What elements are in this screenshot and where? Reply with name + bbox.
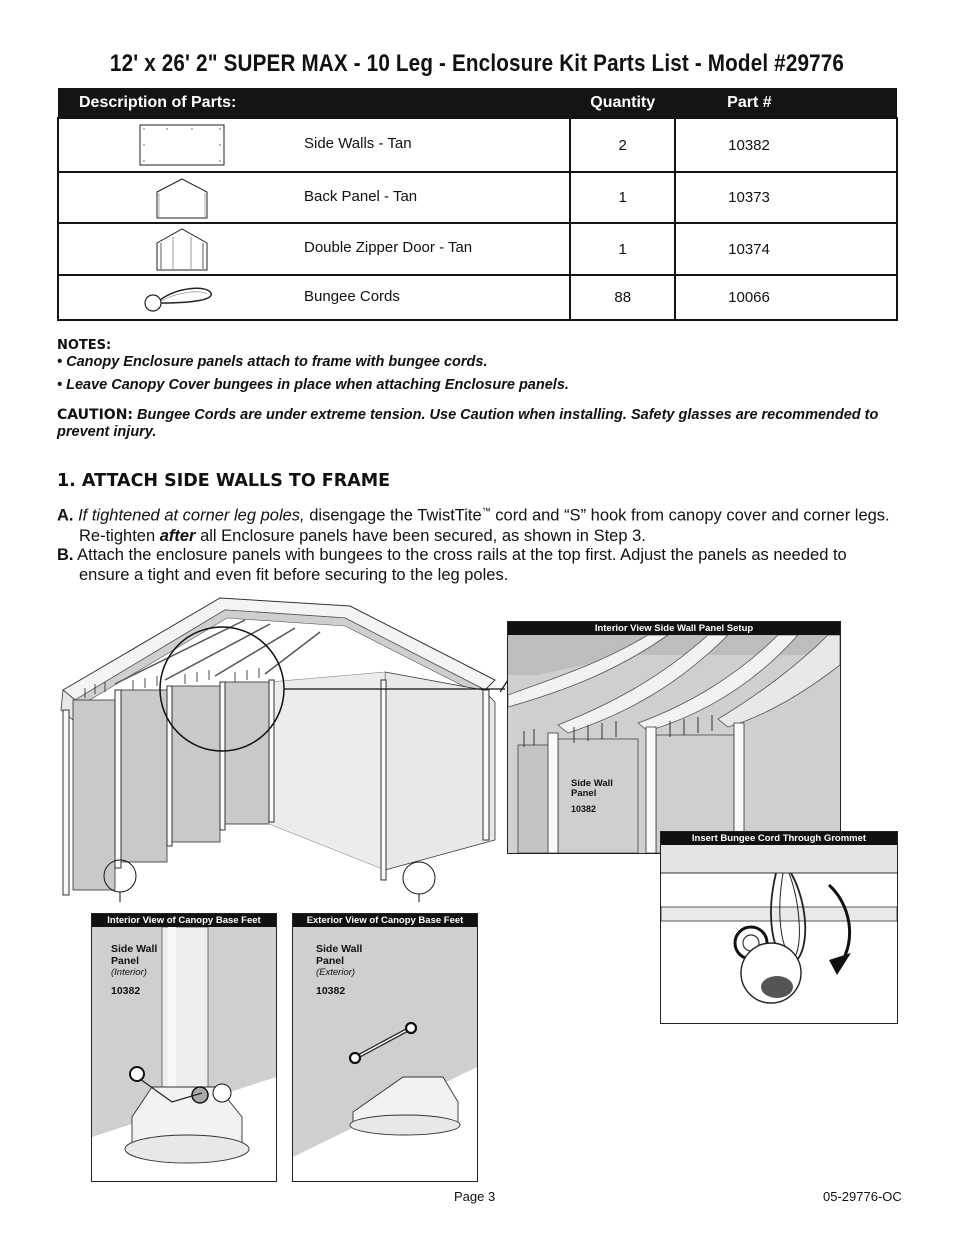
interior-side-illustration (508, 635, 840, 853)
label-line: Panel (571, 788, 597, 799)
grommet-illustration (661, 845, 897, 1023)
part-name: Double Zipper Door - Tan (304, 238, 473, 256)
interior-side-view-figure (507, 621, 841, 854)
step-b-label: B. (57, 546, 74, 564)
caution-label: CAUTION: (57, 407, 134, 423)
page-number: Page 3 (454, 1189, 496, 1204)
label-sub: (Exterior) (316, 967, 356, 978)
step-b-paragraph (57, 545, 897, 585)
label-line: Side Wall (111, 943, 158, 955)
step-b-text: Attach the enclosure panels with bungees to the cross rails at the top first. Adjust the panels as needed to ensure a tight and even fit before securing to the leg poles. (73, 546, 847, 584)
label-line: Side Wall (316, 943, 363, 955)
zipper-door-icon (137, 226, 227, 272)
caution-note (57, 407, 897, 441)
figure-label (111, 943, 157, 997)
description-cell (58, 118, 570, 172)
interior-base-figure (91, 913, 277, 1182)
part-number-cell: 10066 (675, 275, 897, 320)
quantity-cell: 1 (570, 172, 675, 223)
label-line: Panel (111, 955, 140, 967)
step-a-text: disengage the TwistTite (304, 506, 482, 525)
notes-section (57, 338, 897, 441)
table-header-row (58, 88, 897, 118)
part-number-cell: 10374 (675, 223, 897, 275)
figure-title: Exterior View of Canopy Base Feet (293, 914, 477, 927)
page-title: 12' x 26' 2" SUPER MAX - 10 Leg - Enclosure Kit Parts List - Model #29776 (109, 50, 845, 77)
table-row (58, 223, 897, 275)
header-description: Description of Parts: (58, 88, 570, 118)
figure-label (571, 779, 613, 814)
step-a-paragraph (57, 501, 897, 546)
label-part-number: 10382 (111, 985, 141, 997)
side-wall-icon (137, 123, 227, 167)
quantity-cell: 1 (570, 223, 675, 275)
description-cell (58, 275, 570, 320)
step-a-label: A. (57, 506, 74, 525)
caution-text: Bungee Cords are under extreme tension. Use Caution when installing. Safety glasses are recommended to prevent injury. (57, 407, 879, 440)
note-item: • Leave Canopy Cover bungees in place when attaching Enclosure panels. (57, 377, 569, 393)
notes-label: NOTES: (57, 338, 112, 353)
header-quantity: Quantity (570, 88, 675, 118)
part-number-cell: 10373 (675, 172, 897, 223)
table-row (58, 172, 897, 223)
label-part-number: 10382 (316, 985, 346, 997)
label-line: Side Wall (571, 778, 613, 789)
grommet-figure (660, 831, 898, 1024)
header-part-number: Part # (675, 88, 897, 118)
step-a-text: cord and “S” hook from canopy cover and corner legs. Re-tighten (79, 506, 890, 545)
table-row (58, 118, 897, 172)
part-name: Side Walls - Tan (304, 134, 412, 152)
exterior-base-figure (292, 913, 478, 1182)
quantity-cell: 88 (570, 275, 675, 320)
part-name: Back Panel - Tan (304, 187, 418, 205)
trademark-symbol: ™ (481, 506, 491, 516)
step-a-text: all Enclosure panels have been secured, as shown in Step 3. (195, 526, 646, 545)
table-row (58, 275, 897, 320)
figure-title: Insert Bungee Cord Through Grommet (661, 832, 897, 845)
description-cell (58, 223, 570, 275)
figure-title: Interior View Side Wall Panel Setup (508, 622, 840, 635)
document-code: 05-29776-OC (823, 1189, 902, 1204)
quantity-cell: 2 (570, 118, 675, 172)
bungee-cord-icon (137, 283, 227, 313)
back-panel-icon (137, 176, 227, 220)
parts-table (57, 88, 898, 321)
step-a-italic: If tightened at corner leg poles, (73, 506, 305, 525)
note-item: • Canopy Enclosure panels attach to frame with bungee cords. (57, 354, 488, 370)
canopy-frame-illustration (55, 592, 505, 902)
figure-title: Interior View of Canopy Base Feet (92, 914, 276, 927)
part-number-cell: 10382 (675, 118, 897, 172)
description-cell (58, 172, 570, 223)
step-a-emphasis: after (159, 526, 196, 545)
label-sub: (Interior) (111, 967, 147, 978)
label-line: Panel (316, 955, 345, 967)
part-name: Bungee Cords (304, 287, 400, 305)
label-part-number: 10382 (571, 804, 597, 814)
figure-label (316, 943, 362, 997)
step-heading: 1. ATTACH SIDE WALLS TO FRAME (57, 471, 391, 491)
